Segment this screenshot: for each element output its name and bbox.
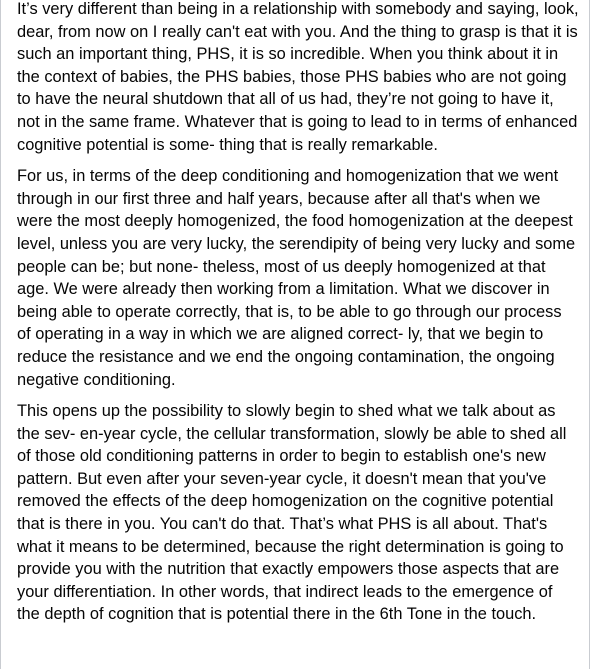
paragraph-3: This opens up the possibility to slowly begin to shed what we talk about as the sev- en-year cycle, the cellular transformation, slowly be able to shed all of those old conditioning patterns in order to begin to establish one's new pattern. But even after your seven-year cycle, it doesn't mean that you've removed the effects of the deep homogenization on the cognitive potential that is there in you. You can't do that. That’s what PHS is all about. That's what it means to be determined, because the right determination is going to provide you with the nutrition that exactly empowers those aspects that are your differentiation. In other words, that indirect leads to the emergence of the depth of cognition that is potential there in the 6th Tone in the touch. (17, 402, 567, 624)
post-body-text (17, 0, 579, 635)
paragraph-2: For us, in terms of the deep conditioning and homogenization that we went through in our first three and half years, because after all that's when we were the most deeply homogenized, the food homogenization at the deepest level, unless you are very lucky, the serendipity of being very lucky and some people can be; but none- theless, most of us deeply homogenized at that age. We were already then working from a limitation. What we discover in being able to operate correctly, that is, to be able to go through our process of operating in a way in which we are aligned correct- ly, that we begin to reduce the resistance and we end the ongoing contamination, the ongoing negative conditioning. (17, 167, 576, 389)
paragraph-1: It’s very different than being in a relationship with somebody and saying, look, dear, from now on I really can't eat with you. And the thing to grasp is that it is such an important thing, PHS, it is so incredible. When you think about it in the context of babies, the PHS babies, those PHS babies who are not going to have the neural shutdown that all of us had, they’re not going to have it, not in the same frame. Whatever that is going to lead to in terms of enhanced cognitive potential is some- thing that is really remarkable. (17, 0, 579, 154)
